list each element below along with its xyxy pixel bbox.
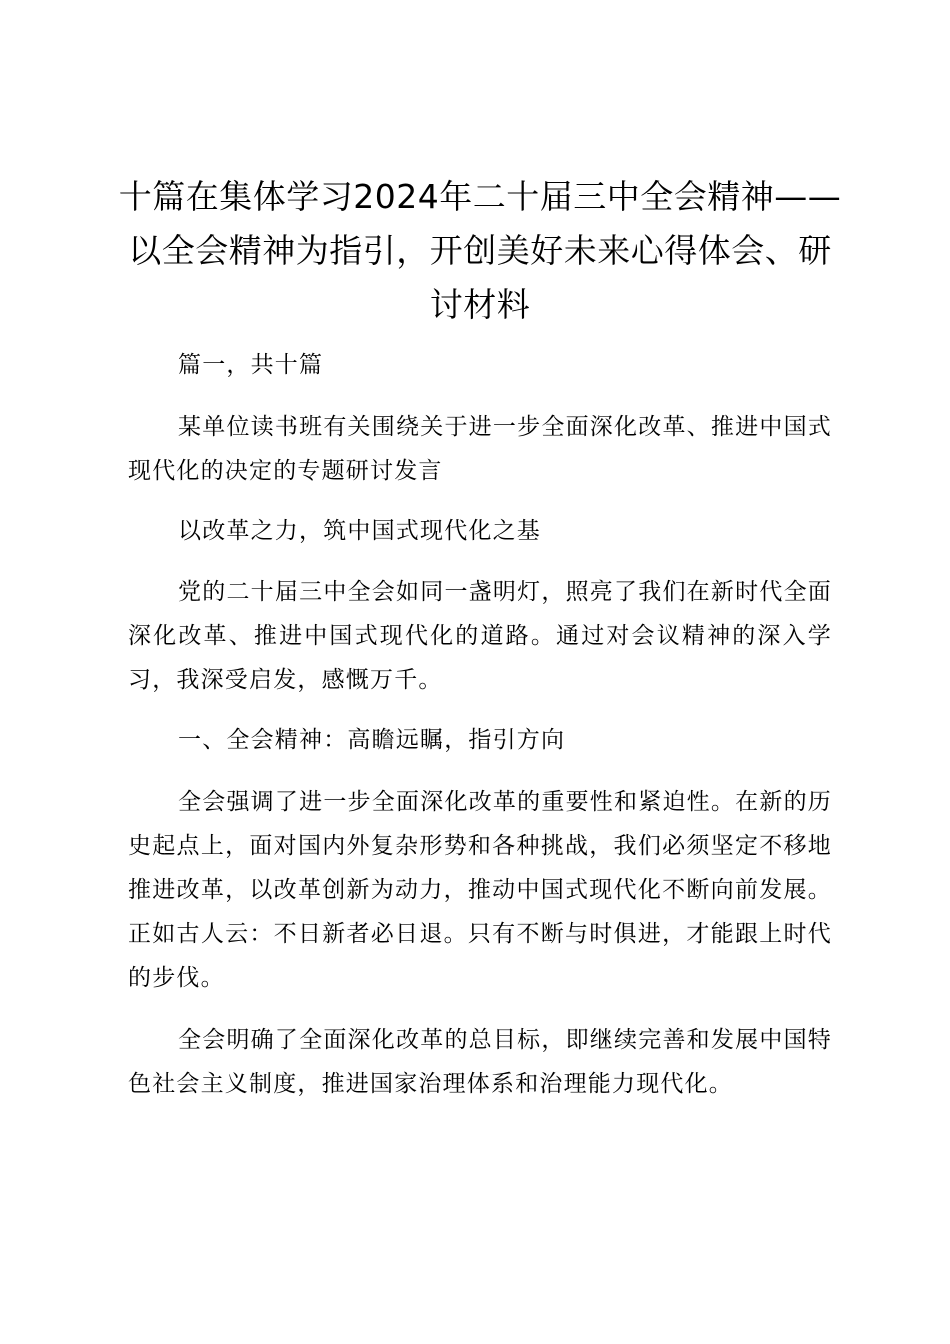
paragraph-body-1: 全会强调了进一步全面深化改革的重要性和紧迫性。在新的历史起点上，面对国内外复杂形势和各种挑战，我们必须坚定不移地推进改革，以改革创新为动力，推动中国式现代化不断向前发展。正如古人云：不日新者必日退。只有不断与时俱进，才能跟上时代的步伐。 — [128, 789, 832, 991]
paragraph-heading: 以改革之力，筑中国式现代化之基 — [178, 518, 541, 544]
paragraph-body-2: 全会明确了全面深化改革的总目标，即继续完善和发展中国特色社会主义制度，推进国家治理体系和治理能力现代化。 — [128, 1027, 832, 1097]
paragraph-section-heading: 一、全会精神：高瞻远瞩，指引方向 — [178, 727, 566, 753]
paragraph-subtitle: 某单位读书班有关围绕关于进一步全面深化改革、推进中国式现代化的决定的专题研讨发言 — [128, 414, 832, 484]
paragraph-section-label: 篇一，共十篇 — [178, 352, 324, 378]
paragraph-intro: 党的二十届三中全会如同一盏明灯，照亮了我们在新时代全面深化改革、推进中国式现代化的道路。通过对会议精神的深入学习，我深受启发，感慨万千。 — [128, 579, 832, 693]
document-title: 十篇在集体学习2024年二十届三中全会精神——以全会精神为指引，开创美好未来心得体会、研讨材料 — [118, 177, 842, 324]
